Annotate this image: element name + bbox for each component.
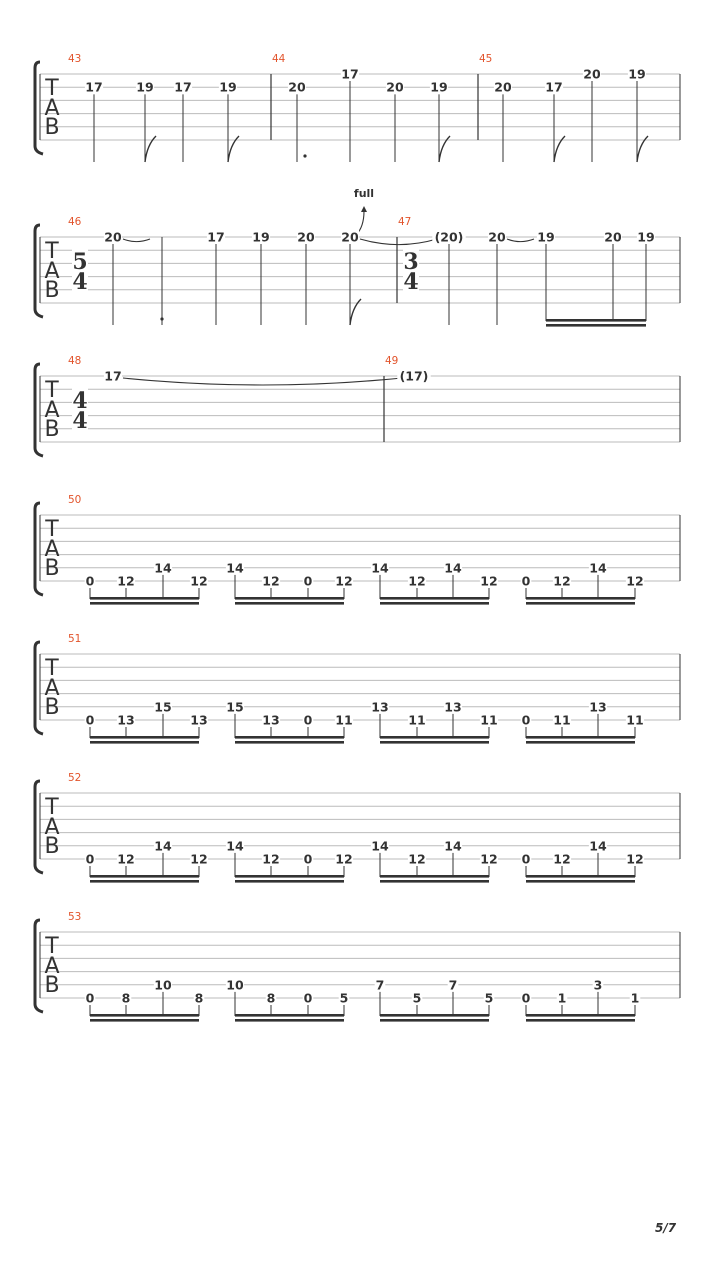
fret-number: 11: [335, 712, 353, 728]
measure-number: 48: [68, 355, 82, 367]
fret-number: 11: [408, 712, 426, 728]
measure-number: 43: [68, 53, 82, 65]
fret-number: 13: [262, 712, 280, 728]
fret-number: 0: [303, 851, 313, 867]
fret-number: 19: [430, 79, 448, 95]
beam-secondary: [380, 741, 489, 744]
fret-number: 12: [626, 851, 644, 867]
beam-primary: [90, 875, 199, 878]
fret-number: 12: [626, 573, 644, 589]
fret-number: 17: [104, 368, 122, 384]
beam-secondary: [235, 880, 344, 883]
beam-secondary: [90, 880, 199, 883]
beam-primary: [526, 875, 635, 878]
fret-number: 5: [339, 990, 349, 1006]
fret-number: 1: [557, 990, 567, 1006]
beam-primary: [526, 597, 635, 600]
fret-number: 17: [207, 229, 225, 245]
fret-number: 14: [371, 838, 389, 854]
beam-secondary: [380, 880, 489, 883]
tab-clef-letter: A: [44, 815, 60, 840]
beam-secondary: [526, 741, 635, 744]
beam-secondary: [90, 741, 199, 744]
fret-number: 20: [583, 66, 601, 82]
fret-number: 19: [252, 229, 270, 245]
beam-primary: [235, 597, 344, 600]
tie-arc: [360, 239, 437, 245]
fret-number: 20: [297, 229, 315, 245]
tab-clef-letter: T: [45, 656, 59, 681]
fret-number: 12: [480, 573, 498, 589]
fret-number: 0: [85, 990, 95, 1006]
tab-clef-letter: T: [45, 795, 59, 820]
rhythm-dot: [303, 154, 306, 157]
fret-number: 20: [488, 229, 506, 245]
beam-secondary: [546, 324, 646, 327]
tab-clef-letter: B: [44, 556, 60, 581]
fret-number: 15: [226, 699, 244, 715]
tie-arc: [507, 239, 534, 242]
tab-clef-letter: A: [44, 537, 60, 562]
fret-number: 20: [386, 79, 404, 95]
fret-number: 5: [484, 990, 494, 1006]
fret-number: 20: [288, 79, 306, 95]
fret-number: 13: [371, 699, 389, 715]
fret-number: 12: [408, 573, 426, 589]
time-signature-bottom: 4: [72, 408, 88, 434]
fret-number: 17: [174, 79, 192, 95]
beam-primary: [90, 736, 199, 739]
fret-number: 13: [117, 712, 135, 728]
fret-number: 3: [593, 977, 603, 993]
beam-secondary: [90, 1019, 199, 1022]
fret-number: 0: [521, 851, 531, 867]
bend-arrowhead: [361, 206, 367, 212]
tab-clef-letter: T: [45, 378, 59, 403]
beam-primary: [90, 1014, 199, 1017]
measure-number: 52: [68, 772, 82, 784]
beam-primary: [546, 319, 646, 322]
fret-number: 15: [154, 699, 172, 715]
fret-number: 8: [121, 990, 131, 1006]
measure-number: 50: [68, 494, 82, 506]
fret-number: 12: [262, 573, 280, 589]
fret-number: 20: [341, 229, 359, 245]
fret-number: 20: [494, 79, 512, 95]
fret-number: 12: [190, 851, 208, 867]
beam-primary: [235, 875, 344, 878]
fret-number: 8: [266, 990, 276, 1006]
fret-number: 12: [480, 851, 498, 867]
beam-primary: [235, 1014, 344, 1017]
fret-number: 14: [371, 560, 389, 576]
fret-number: 0: [521, 573, 531, 589]
tab-clef-letter: B: [44, 973, 60, 998]
fret-number: 14: [589, 838, 607, 854]
beam-secondary: [235, 741, 344, 744]
tab-clef-letter: A: [44, 954, 60, 979]
fret-number: 10: [226, 977, 244, 993]
fret-number: 14: [226, 838, 244, 854]
fret-number: 7: [448, 977, 458, 993]
tab-clef-letter: A: [44, 96, 60, 121]
fret-number: 0: [303, 573, 313, 589]
fret-number: 11: [480, 712, 498, 728]
fret-number: 0: [85, 712, 95, 728]
fret-number: 0: [85, 573, 95, 589]
tab-clef-letter: T: [45, 239, 59, 264]
fret-number: 19: [637, 229, 655, 245]
beam-primary: [526, 1014, 635, 1017]
fret-number: 19: [537, 229, 555, 245]
fret-number: 19: [136, 79, 154, 95]
fret-number: 1: [630, 990, 640, 1006]
fret-number: 17: [85, 79, 103, 95]
beam-primary: [235, 736, 344, 739]
fret-number: 14: [226, 560, 244, 576]
measure-number: 49: [385, 355, 399, 367]
tab-clef-letter: A: [44, 259, 60, 284]
time-signature-top: 4: [72, 388, 88, 414]
fret-number: 20: [104, 229, 122, 245]
fret-number: 7: [375, 977, 385, 993]
fret-number: 11: [553, 712, 571, 728]
fret-number: 5: [412, 990, 422, 1006]
beam-secondary: [526, 1019, 635, 1022]
beam-primary: [380, 597, 489, 600]
tab-clef-letter: T: [45, 517, 59, 542]
time-signature-top: 3: [403, 249, 419, 275]
fret-number: 0: [303, 990, 313, 1006]
tab-clef-letter: B: [44, 695, 60, 720]
beam-secondary: [380, 602, 489, 605]
fret-number: 13: [589, 699, 607, 715]
fret-number: 17: [545, 79, 563, 95]
beam-primary: [90, 597, 199, 600]
measure-number: 45: [479, 53, 493, 65]
time-signature-top: 5: [72, 249, 88, 275]
measure-number: 46: [68, 216, 82, 228]
fret-number: 12: [262, 851, 280, 867]
fret-number: 0: [521, 990, 531, 1006]
time-signature-bottom: 4: [403, 269, 419, 295]
beam-secondary: [380, 1019, 489, 1022]
fret-number: 14: [154, 560, 172, 576]
tab-clef-letter: A: [44, 398, 60, 423]
fret-number: 17: [341, 66, 359, 82]
fret-number: 12: [335, 851, 353, 867]
time-signature-bottom: 4: [72, 269, 88, 295]
page-number: 5/7: [655, 1221, 677, 1235]
fret-number: 12: [117, 573, 135, 589]
beam-secondary: [235, 1019, 344, 1022]
fret-number: (17): [399, 368, 429, 384]
beam-secondary: [235, 602, 344, 605]
beam-primary: [526, 736, 635, 739]
tie-arc: [123, 378, 402, 385]
measure-number: 44: [272, 53, 286, 65]
tab-clef-letter: T: [45, 934, 59, 959]
tab-clef-letter: B: [44, 115, 60, 140]
measure-number: 51: [68, 633, 82, 645]
rhythm-dot: [160, 317, 163, 320]
fret-number: 20: [604, 229, 622, 245]
tab-clef-letter: B: [44, 278, 60, 303]
tab-clef-letter: B: [44, 834, 60, 859]
measure-number: 47: [398, 216, 412, 228]
fret-number: 19: [628, 66, 646, 82]
fret-number: 10: [154, 977, 172, 993]
fret-number: 12: [117, 851, 135, 867]
beam-secondary: [526, 602, 635, 605]
beam-primary: [380, 736, 489, 739]
fret-number: 13: [190, 712, 208, 728]
fret-number: 0: [303, 712, 313, 728]
beam-primary: [380, 875, 489, 878]
bend-amount: full: [353, 187, 375, 200]
fret-number: 0: [85, 851, 95, 867]
fret-number: 14: [154, 838, 172, 854]
beam-secondary: [526, 880, 635, 883]
fret-number: 12: [335, 573, 353, 589]
fret-number: 12: [190, 573, 208, 589]
fret-number: 0: [521, 712, 531, 728]
fret-number: 14: [444, 838, 462, 854]
fret-number: 14: [444, 560, 462, 576]
fret-number: 8: [194, 990, 204, 1006]
fret-number: 13: [444, 699, 462, 715]
fret-number: 12: [408, 851, 426, 867]
tab-clef-letter: T: [45, 76, 59, 101]
fret-number: 11: [626, 712, 644, 728]
tie-arc: [123, 239, 150, 242]
fret-number: 12: [553, 573, 571, 589]
fret-number: 19: [219, 79, 237, 95]
measure-number: 53: [68, 911, 82, 923]
fret-number: (20): [434, 229, 464, 245]
tab-clef-letter: B: [44, 417, 60, 442]
beam-primary: [380, 1014, 489, 1017]
fret-number: 12: [553, 851, 571, 867]
fret-number: 14: [589, 560, 607, 576]
tab-clef-letter: A: [44, 676, 60, 701]
beam-secondary: [90, 602, 199, 605]
